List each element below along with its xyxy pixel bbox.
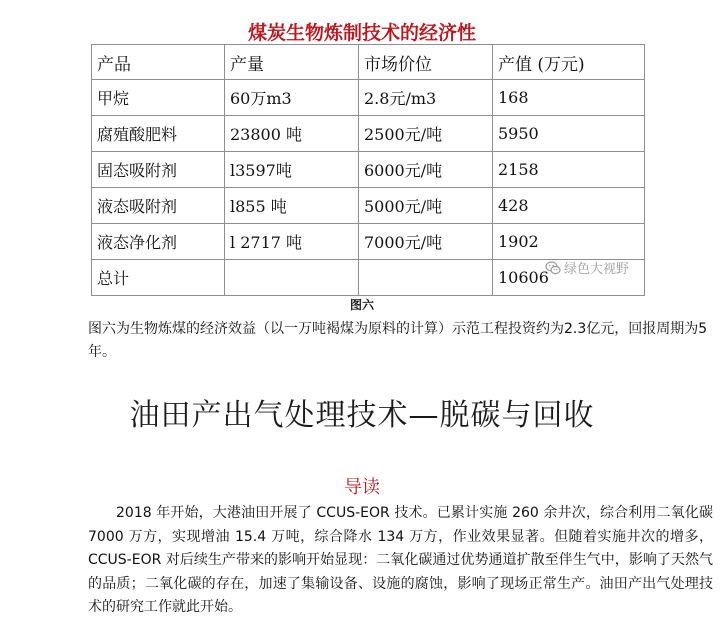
section-title: 油田产出气处理技术—脱碳与回收 <box>129 398 595 433</box>
table-header-row <box>92 45 645 80</box>
cell-output: l3597吨 <box>225 152 359 188</box>
cell-price: 6000元/吨 <box>359 152 493 188</box>
figure-caption: 图六为生物炼煤的经济效益（以一万吨褐煤为原料的计算）示范工程投资约为2.3亿元，回报周期为5年。 <box>88 321 708 360</box>
cell-product: 固态吸附剂 <box>92 152 225 188</box>
cell-output <box>225 260 359 296</box>
cell-product: 甲烷 <box>92 80 225 116</box>
cell-price: 2500元/吨 <box>359 116 493 152</box>
watermark-text: 绿色大视野 <box>564 262 630 277</box>
cell-price: 5000元/吨 <box>359 188 493 224</box>
wechat-logo-icon <box>545 260 561 276</box>
cell-price: 2.8元/m3 <box>359 80 493 116</box>
header-product: 产品 <box>92 45 225 80</box>
table-row <box>92 80 645 116</box>
cell-product: 液态吸附剂 <box>92 188 225 224</box>
figure-label: 图六 <box>349 298 374 312</box>
intro-paragraph: 2018 年开始，大港油田开展了 CCUS-EOR 技术。已累计实施 260 余井次，综合利用二氧化碳 7000 万方，实现增油 15.4 万吨，综合降水 134 万方，作业效果显著。但随着实施井次的增多，CCUS-EOR 对后续生产带来的影响开始显现：二氧化碳通过优势通道扩散至伴生气中，影响了天然气的品质；二氧化碳的存在，加速了集输设备、设施的腐蚀，影响了现场正常生产。油田产出气处理技术的研究工作就此开始。 <box>88 505 713 615</box>
cell-total-value: 10606 <box>493 260 645 296</box>
watermark <box>545 258 629 277</box>
intro-heading: 导读 <box>344 477 380 498</box>
cell-output: l 2717 吨 <box>225 224 359 260</box>
table-row <box>92 152 645 188</box>
table-row <box>92 188 645 224</box>
header-value: 产值 (万元) <box>493 45 645 80</box>
table-row <box>92 224 645 260</box>
cell-output: 23800 吨 <box>225 116 359 152</box>
table-title: 煤炭生物炼制技术的经济性 <box>247 22 476 44</box>
header-output: 产量 <box>225 45 359 80</box>
cell-value: 428 <box>493 188 645 224</box>
cell-product: 腐殖酸肥料 <box>92 116 225 152</box>
cell-total-label: 总计 <box>92 260 225 296</box>
cell-output: l855 吨 <box>225 188 359 224</box>
cell-price: 7000元/吨 <box>359 224 493 260</box>
cell-value: 168 <box>493 80 645 116</box>
cell-value: 1902 <box>493 224 645 260</box>
cell-output: 60万m3 <box>225 80 359 116</box>
cell-value: 5950 <box>493 116 645 152</box>
cell-product: 液态净化剂 <box>92 224 225 260</box>
header-market-price: 市场价位 <box>359 45 493 80</box>
cell-value: 2158 <box>493 152 645 188</box>
table-row <box>92 116 645 152</box>
cell-price <box>359 260 493 296</box>
